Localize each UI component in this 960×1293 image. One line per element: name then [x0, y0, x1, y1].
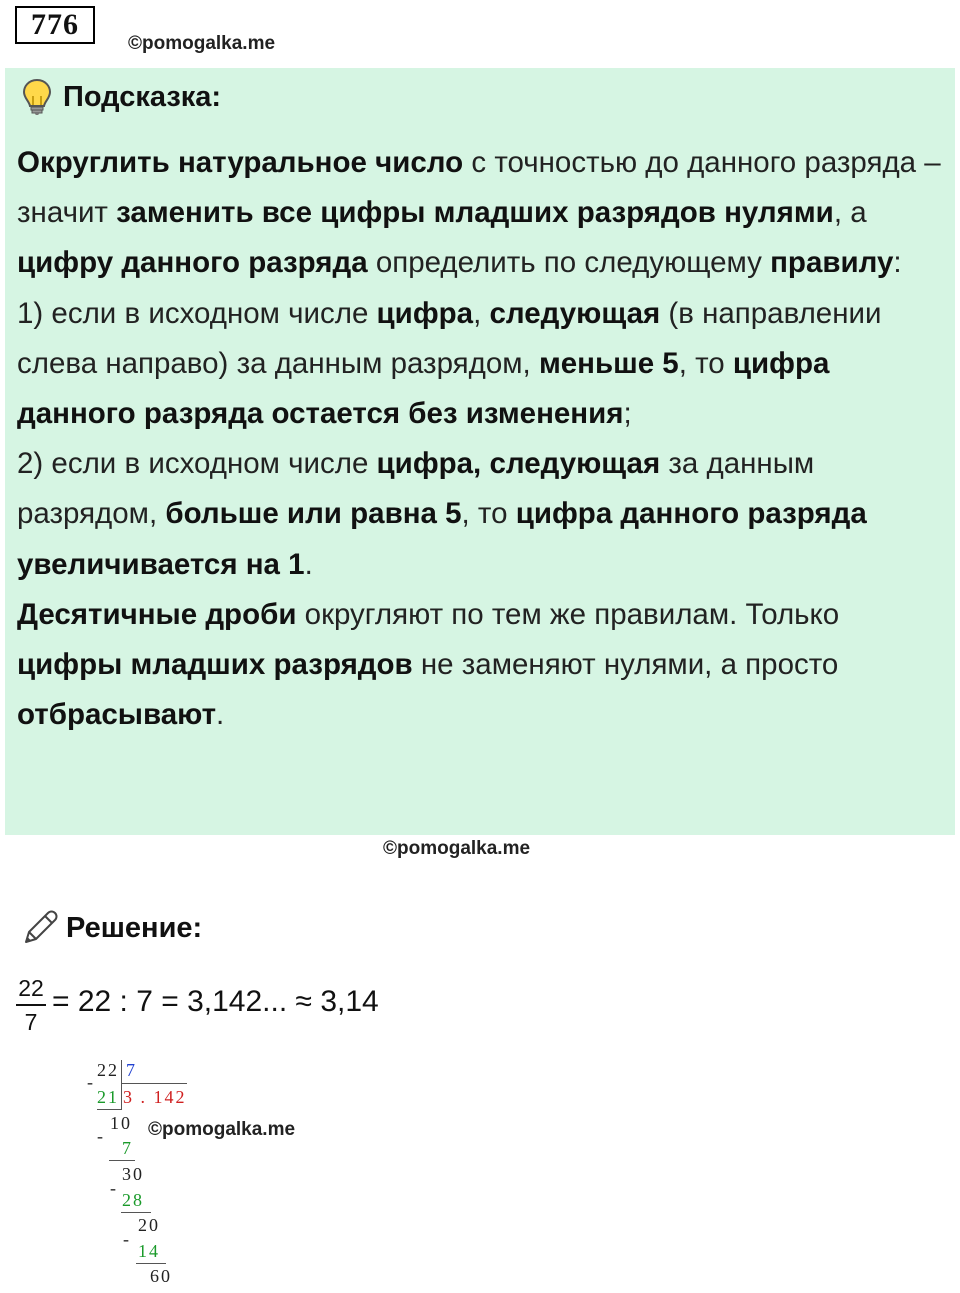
division-bracket-vertical — [121, 1060, 122, 1110]
step-remainder-4: 60 — [150, 1266, 172, 1286]
hint-paragraph-2 — [17, 289, 947, 440]
hint-bold-text: правилу — [770, 246, 894, 280]
hint-bold-text: следующая — [489, 296, 661, 330]
division-bracket-horizontal — [121, 1083, 187, 1084]
hint-bold-text: Округлить натуральное число — [17, 146, 464, 179]
hint-text-segment: 2) если в исходном числе — [17, 447, 377, 481]
hint-text-segment: (в направлении слева направо) за данным разрядом, — [17, 296, 882, 380]
hint-text-segment: , то — [461, 497, 516, 531]
hint-bold-text: больше или равна 5 — [165, 497, 462, 531]
step-remainder-3: 20 — [138, 1215, 160, 1235]
quotient: 3 . 142 — [123, 1087, 187, 1107]
hint-bold-text: меньше 5 — [538, 346, 679, 380]
hint-paragraph-1 — [17, 138, 947, 289]
hint-text-segment: не заменяют нулями, а просто — [412, 648, 839, 682]
task-number: 776 — [15, 6, 95, 44]
minus-sign-2: - — [97, 1126, 105, 1146]
fraction-denominator: 7 — [24, 1009, 38, 1035]
watermark-middle: ©pomogalka.me — [383, 838, 531, 859]
hint-text-segment: : — [893, 246, 902, 280]
solution-heading — [20, 908, 202, 948]
step-line-3 — [121, 1212, 151, 1213]
hint-bold-text: отбрасывают — [17, 698, 217, 732]
hint-text-segment: с точностью до данного разряда – значит — [17, 146, 941, 230]
hint-text-segment: ; — [623, 397, 632, 431]
step-line-4 — [136, 1263, 166, 1264]
hint-text-segment: 1) если в исходном числе — [17, 296, 377, 330]
hint-text-segment: . — [216, 698, 225, 732]
hint-bold-text: цифра — [376, 296, 474, 330]
solution-expression: = 22 : 7 = 3,142... ≈ 3,14 — [52, 985, 379, 1018]
hint-text — [17, 138, 947, 740]
fraction-bar — [16, 1004, 46, 1006]
hint-text-segment: за данным разрядом, — [17, 447, 815, 531]
hint-title: Подсказка: — [63, 80, 222, 113]
step-remainder-2: 30 — [122, 1164, 144, 1184]
hint-box — [5, 68, 955, 835]
step-subtrahend-3: 28 — [122, 1190, 144, 1210]
step-subtrahend-2: 7 — [122, 1138, 133, 1158]
solution-title: Решение: — [66, 911, 203, 944]
step-remainder-1: 10 — [110, 1113, 132, 1133]
hint-text-segment: , то — [678, 346, 733, 380]
fraction-numerator: 22 — [18, 975, 44, 1001]
fraction — [16, 975, 46, 1036]
hint-bold-text: заменить все цифры младших разрядов нулями — [116, 196, 834, 230]
hint-text-segment: , — [473, 296, 490, 330]
hint-text-segment: . — [304, 547, 313, 581]
hint-bold-text: цифру данного разряда — [17, 246, 368, 280]
step-subtrahend-4: 14 — [138, 1241, 160, 1261]
hint-heading — [21, 78, 221, 116]
hint-bold-text: цифра данного разряда остается без изменения — [17, 346, 830, 431]
watermark-bottom: ©pomogalka.me — [148, 1119, 296, 1140]
hint-paragraph-4 — [17, 590, 947, 741]
watermark-top: ©pomogalka.me — [128, 33, 276, 54]
divisor: 7 — [126, 1060, 137, 1080]
step-subtrahend-1: 21 — [97, 1087, 119, 1107]
minus-sign-1: - — [87, 1072, 95, 1092]
step-line-2 — [109, 1160, 135, 1161]
hint-text-segment: определить по следующему — [367, 246, 771, 280]
pencil-icon — [20, 908, 60, 948]
hint-bold-text: цифра, следующая — [376, 447, 661, 481]
lightbulb-icon — [21, 78, 53, 116]
minus-sign-4: - — [123, 1229, 131, 1249]
step-line-1 — [97, 1109, 121, 1110]
hint-bold-text: цифры младших разрядов — [17, 648, 413, 682]
hint-text-segment: округляют по тем же правилам. Только — [296, 597, 840, 631]
hint-paragraph-3 — [17, 439, 947, 590]
minus-sign-3: - — [110, 1178, 118, 1198]
hint-bold-text: Десятичные дроби — [17, 597, 297, 631]
dividend: 22 — [97, 1060, 119, 1080]
hint-bold-text: цифра данного разряда увеличивается на 1 — [17, 497, 867, 581]
hint-text-segment: , а — [833, 196, 867, 230]
